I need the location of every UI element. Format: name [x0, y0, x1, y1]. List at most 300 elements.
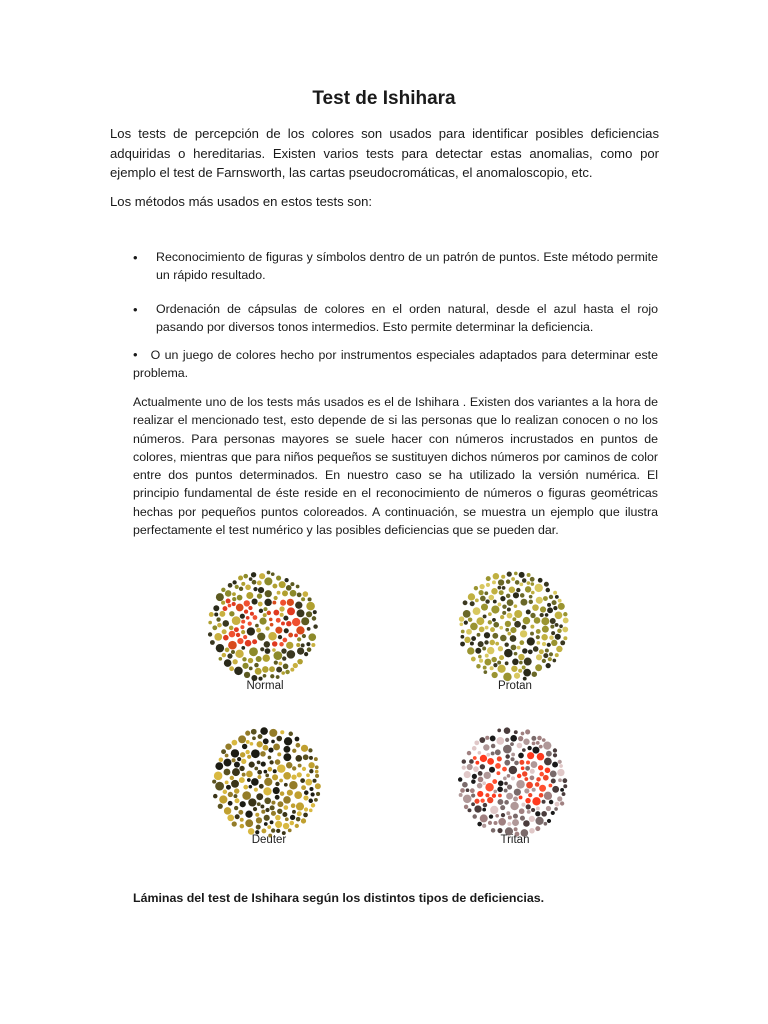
plate-dot [213, 605, 219, 611]
plate-dot [544, 792, 552, 800]
plate-dot [489, 814, 493, 818]
plate-dot [527, 573, 531, 577]
plate-dot [541, 811, 547, 817]
plate-dot [483, 744, 489, 750]
plate-dot [238, 575, 243, 580]
plate-dot [522, 771, 527, 776]
plate-dot [491, 657, 496, 662]
plate-dot [488, 821, 492, 825]
plate-dot [506, 594, 511, 599]
plate-dot [562, 627, 568, 633]
plate-dot [267, 571, 271, 575]
plate-dot [493, 573, 500, 580]
plate-dot [235, 798, 240, 803]
plate-dot [226, 599, 231, 604]
plate-dot [531, 761, 538, 768]
plate-dot [540, 606, 546, 612]
plate-dot [264, 641, 270, 647]
plate-dot [286, 642, 293, 649]
plate-dot [264, 815, 270, 821]
plate-dot [231, 780, 239, 788]
plate-dot [469, 759, 474, 764]
plate-dot [522, 578, 526, 582]
plate-dot [281, 648, 286, 653]
plate-dot [264, 797, 271, 804]
plate-dot [464, 805, 468, 809]
plate-dot [239, 587, 243, 591]
plate-dot [519, 661, 523, 665]
plate-dot [544, 758, 552, 766]
plate-dot [224, 769, 231, 776]
plate-dot [290, 582, 294, 586]
plate-dot [284, 737, 292, 745]
plate-dot [212, 625, 217, 630]
plate-dot [280, 613, 284, 617]
ishihara-plate-graphic [455, 724, 571, 840]
plate-dot [535, 782, 540, 787]
plate-dot [488, 595, 494, 601]
plate-dot [276, 675, 280, 679]
plate-dot [484, 632, 490, 638]
plate-dot [282, 656, 286, 660]
plate-dot [563, 612, 567, 616]
plate-dot [219, 657, 223, 661]
plate-dot [545, 767, 551, 773]
plate-dot [255, 813, 259, 817]
plate-dot [490, 736, 496, 742]
plate-dot [468, 617, 473, 622]
plate-dot [247, 627, 255, 635]
plate-dot [226, 785, 231, 790]
plate-dot [301, 745, 308, 752]
list-item-text: O un juego de colores hecho por instrumentos especiales adaptados para determinar este problema. [133, 348, 658, 380]
plate-dot [271, 572, 275, 576]
plate-dot [301, 643, 305, 647]
plate-dot [549, 595, 553, 599]
plate-dot [531, 808, 535, 812]
plate-dot [260, 647, 264, 651]
plate-dot [524, 777, 528, 781]
plate-dot [245, 731, 250, 736]
plate-dot [563, 618, 569, 624]
plate-dot [530, 582, 534, 586]
plate-dot [519, 640, 524, 645]
bullet-icon: • [133, 250, 138, 265]
plate-dot [284, 628, 289, 633]
plate-dot [259, 618, 266, 625]
plate-dot [315, 770, 319, 774]
plate-dot [283, 753, 291, 761]
plate-dot [530, 632, 534, 636]
plate-dot [464, 771, 471, 778]
plate-dot [555, 595, 559, 599]
plate-dot [495, 814, 499, 818]
plate-dot [279, 642, 283, 646]
plate-dot [484, 670, 488, 674]
plate-dot [276, 618, 281, 623]
plate-dot [270, 623, 274, 627]
plate-dot [525, 766, 530, 771]
plate-dot [257, 593, 262, 598]
plate-dot [475, 761, 479, 765]
plate-dot [296, 626, 304, 634]
plate-dot [458, 777, 462, 781]
plate-dot [281, 622, 285, 626]
plate-dot [543, 742, 551, 750]
plate-dot [283, 664, 289, 670]
plate-dot [507, 784, 512, 789]
plate-dot [316, 792, 320, 796]
plate-dot [308, 633, 316, 641]
plate-dot [491, 752, 495, 756]
plate-dot [278, 635, 282, 639]
plate-dot [223, 606, 228, 611]
plate-dot [526, 782, 533, 789]
plate-dot [303, 795, 308, 800]
plate-dot [472, 774, 477, 779]
plate-dot [502, 604, 506, 608]
plate-dot [306, 602, 315, 611]
plate-dot [224, 659, 232, 667]
plate-dot [493, 622, 499, 628]
plate-dot [313, 624, 317, 628]
plate-dot [505, 628, 509, 632]
plate-dot [510, 627, 516, 633]
plate-dot [314, 798, 318, 802]
plate-dot [551, 640, 557, 646]
plate-dot [525, 586, 531, 592]
plate-dot [271, 811, 276, 816]
plate-dot [232, 758, 236, 762]
plate-dot [553, 606, 557, 610]
plate-dot [485, 599, 489, 603]
plate-deuter [209, 724, 325, 840]
plate-dot [523, 617, 531, 625]
plate-dot [283, 616, 288, 621]
plate-dot [497, 661, 501, 665]
plate-dot [243, 635, 247, 639]
plate-dot [508, 815, 512, 819]
plate-dot [240, 625, 244, 629]
plate-dot [305, 779, 312, 786]
plate-dot [514, 610, 522, 618]
plate-dot [495, 763, 501, 769]
plate-dot [215, 782, 224, 791]
plate-dot [272, 584, 277, 589]
plate-dot [248, 622, 252, 626]
plate-dot [536, 777, 540, 781]
plate-dot [504, 642, 508, 646]
plate-dot [540, 613, 544, 617]
plate-dot [301, 785, 306, 790]
plate-dot [536, 807, 540, 811]
plate-dot [263, 674, 267, 678]
plate-dot [532, 788, 536, 792]
plate-dot [269, 618, 273, 622]
plate-dot [223, 620, 230, 627]
plate-dot [240, 818, 244, 822]
plate-dot [240, 824, 245, 829]
plate-dot [288, 633, 293, 638]
plate-dot [245, 584, 251, 590]
ishihara-plate-graphic [455, 568, 571, 684]
plate-dot [485, 793, 489, 797]
plate-dot [507, 572, 512, 577]
plate-dot [514, 572, 518, 576]
plate-dot [514, 789, 521, 796]
plate-dot [546, 588, 551, 593]
plate-dot [309, 799, 313, 803]
plate-dot [541, 617, 549, 625]
plate-dot [519, 583, 523, 587]
plate-dot [232, 740, 238, 746]
plate-dot [228, 801, 233, 806]
plate-dot [527, 637, 535, 645]
plate-dot [289, 781, 297, 789]
plate-dot [307, 647, 312, 652]
plate-dot [262, 666, 269, 673]
plate-dot [501, 575, 505, 579]
plate-dot [296, 817, 301, 822]
plate-dot [491, 588, 497, 594]
plate-dot [282, 812, 287, 817]
plate-dot [520, 816, 525, 821]
plate-dot [471, 657, 476, 662]
plate-dot [485, 736, 489, 740]
plate-dot [244, 610, 248, 614]
plate-dot [523, 739, 529, 745]
plate-dot [542, 642, 546, 646]
plate-dot [462, 759, 466, 763]
plate-dot [555, 653, 559, 657]
plate-dot [295, 824, 299, 828]
list-item [133, 301, 658, 336]
plate-dot [247, 778, 251, 782]
plate-dot [249, 647, 258, 656]
plate-dot [241, 646, 245, 650]
plate-dot [271, 828, 275, 832]
plate-dot [263, 613, 267, 617]
page-title: Test de Ishihara [312, 88, 456, 109]
plate-dot [488, 620, 492, 624]
plate-tritan [455, 724, 571, 840]
plate-dot [257, 802, 261, 806]
plate-dot [464, 621, 468, 625]
plate-dot [480, 755, 487, 762]
plate-dot [309, 756, 313, 760]
plate-dot [230, 776, 234, 780]
plate-dot [498, 603, 502, 607]
plate-dot [553, 753, 557, 757]
plate-dot [256, 628, 261, 633]
plate-dot [552, 762, 558, 768]
plate-dot [558, 760, 562, 764]
plate-dot [219, 795, 227, 803]
plate-dot [241, 620, 245, 624]
plate-dot [246, 740, 250, 744]
plate-dot [315, 765, 319, 769]
plate-dot [507, 599, 514, 606]
plate-dot [223, 790, 228, 795]
plate-dot [264, 778, 272, 786]
plate-dot [510, 635, 517, 642]
plate-dot [554, 807, 558, 811]
plate-dot [270, 820, 274, 824]
plate-dot [269, 729, 277, 737]
plate-dot [252, 580, 257, 585]
plate-dot [470, 601, 475, 606]
plate-dot [267, 611, 271, 615]
plate-dot [519, 808, 525, 814]
plate-dot [518, 736, 523, 741]
plate-dot [228, 641, 237, 650]
plate-dot [232, 821, 237, 826]
plate-dot [228, 583, 233, 588]
plate-dot [257, 633, 265, 641]
plate-dot [537, 736, 542, 741]
plate-dot [261, 761, 266, 766]
plate-dot [529, 600, 533, 604]
plate-dot [556, 646, 562, 652]
plate-dot [272, 648, 276, 652]
plate-dot [527, 752, 534, 759]
plate-dot [214, 772, 223, 781]
plate-dot [545, 613, 549, 617]
plate-dot [259, 573, 265, 579]
plate-dot [504, 800, 509, 805]
plate-dot [303, 591, 309, 597]
plate-dot [258, 734, 263, 739]
plate-dot [276, 736, 282, 742]
plate-dot [557, 629, 562, 634]
plate-dot [490, 627, 495, 632]
intro-paragraph: Los tests de percepción de los colores son usados para identificar posibles deficiencias adquiridas o hereditarias. Existen varios tests para detectar estas anomalias, como por ejemplo el test de Farnsworth, las cartas pseudocromáticas, el anomaloscopio, etc. [110, 126, 659, 180]
plate-dot [559, 764, 563, 768]
plate-dot [562, 792, 566, 796]
plate-dot [529, 828, 535, 834]
plate-dot [209, 612, 214, 617]
plate-dot [476, 617, 484, 625]
plate-dot [497, 828, 502, 833]
plate-dot [499, 626, 503, 630]
plate-dot [519, 572, 525, 578]
plate-dot [546, 806, 551, 811]
plate-dot [274, 661, 278, 665]
plate-dot [232, 768, 240, 776]
plate-dot [235, 814, 240, 819]
plate-dot [461, 635, 465, 639]
plate-dot [275, 795, 280, 800]
plate-dot [248, 798, 256, 806]
plate-dot [527, 746, 531, 750]
plate-dot [473, 607, 481, 615]
plate-dot [499, 655, 504, 660]
plate-dot [311, 792, 315, 796]
plate-dot [552, 600, 557, 605]
plate-dot [247, 755, 251, 759]
plate-dot [302, 767, 306, 771]
plate-dot [543, 596, 548, 601]
plate-dot [256, 825, 261, 830]
plate-dot [224, 807, 231, 814]
plate-dot [304, 652, 308, 656]
plate-dot [271, 801, 275, 805]
plate-dot [283, 805, 288, 810]
plate-dot [528, 793, 532, 797]
figure-caption: Láminas del test de Ishihara según los distintos tipos de deficiencias. [133, 891, 545, 905]
plate-dot [292, 766, 296, 770]
plate-dot [558, 778, 562, 782]
plate-dot [283, 823, 289, 829]
plate-dot [546, 751, 552, 757]
plate-dot [534, 617, 541, 624]
plate-dot [560, 801, 564, 805]
plate-dot [479, 584, 484, 589]
plate-dot [510, 742, 514, 746]
plate-dot [510, 757, 514, 761]
plate-dot [484, 772, 491, 779]
plate-dot [504, 760, 510, 766]
plate-dot [284, 578, 288, 582]
plate-dot [492, 618, 496, 622]
plate-dot [304, 807, 308, 811]
plate-dot [229, 611, 234, 616]
plate-dot [240, 801, 246, 807]
plate-dot [232, 592, 236, 596]
plate-dot [530, 577, 535, 582]
plate-dot [553, 591, 557, 595]
plate-dot [214, 613, 218, 617]
plate-label-normal: Normal [246, 680, 284, 692]
plate-dot [549, 784, 553, 788]
plate-dot [521, 766, 525, 770]
plate-dot [240, 752, 245, 757]
plate-dot [249, 785, 253, 789]
plate-dot [512, 819, 519, 826]
plate-dot [470, 788, 475, 793]
plate-dot [221, 588, 225, 592]
plate-dot [279, 581, 286, 588]
plate-dot [253, 587, 257, 591]
plate-dot [559, 624, 563, 628]
plate-dot [506, 579, 510, 583]
plate-dot [264, 599, 271, 606]
plate-dot [485, 626, 489, 630]
plate-dot [543, 653, 548, 658]
plate-dot [309, 809, 313, 813]
plate-dot [221, 601, 225, 605]
plate-dot [257, 775, 261, 779]
plate-dot [308, 748, 312, 752]
plate-dot [504, 727, 511, 734]
plate-dot [507, 607, 511, 611]
plate-dot [463, 795, 472, 804]
plate-dot [473, 756, 477, 760]
plate-dot [535, 817, 543, 825]
plate-dot [491, 744, 496, 749]
plate-dot [297, 647, 304, 654]
plate-dot [260, 805, 264, 809]
plate-dot [276, 667, 282, 673]
plate-dot [233, 794, 237, 798]
plate-dot [529, 595, 533, 599]
plate-dot [251, 778, 259, 786]
plate-dot [315, 783, 321, 789]
plate-dot [283, 796, 291, 804]
plate-dot [304, 790, 309, 795]
plate-dot [269, 760, 273, 764]
plate-dot [521, 732, 525, 736]
